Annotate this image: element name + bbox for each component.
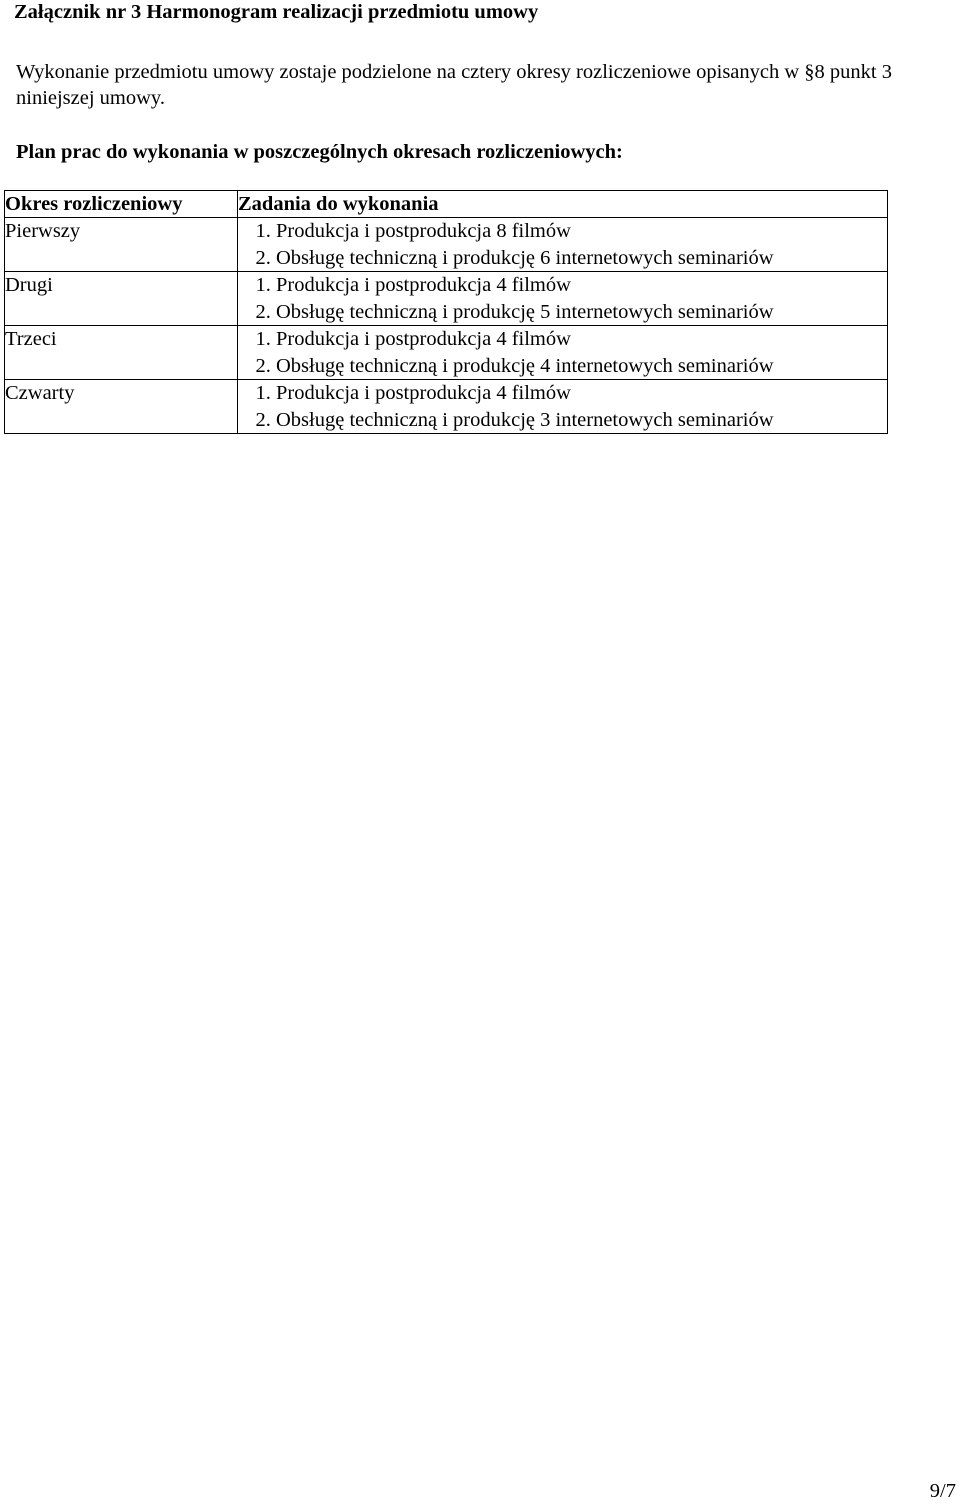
page-number: 9/7 — [929, 1480, 956, 1502]
task-list — [238, 272, 887, 325]
task-item: 2. Obsługę techniczną i produkcję 3 internetowych seminariów — [276, 407, 887, 434]
intro-paragraph: Wykonanie przedmiotu umowy zostaje podzielone na cztery okresy rozliczeniowe opisanych w §8 punkt 3 niniejszej umowy. — [16, 61, 893, 109]
table-row — [5, 218, 888, 272]
period-cell: Pierwszy — [5, 218, 238, 272]
task-item: 2. Obsługę techniczną i produkcję 4 internetowych seminariów — [276, 353, 887, 380]
period-cell: Trzeci — [5, 326, 238, 380]
table-row — [5, 272, 888, 326]
header-tasks: Zadania do wykonania — [238, 191, 888, 218]
document-heading: Załącznik nr 3 Harmonogram realizacji przedmiotu umowy — [14, 1, 539, 23]
task-item: 2. Obsługę techniczną i produkcję 6 internetowych seminariów — [276, 245, 887, 272]
task-item: 1. Produkcja i postprodukcja 4 filmów — [276, 272, 887, 299]
table-row — [5, 326, 888, 380]
task-item: 2. Obsługę techniczną i produkcję 5 internetowych seminariów — [276, 299, 887, 326]
task-list — [238, 380, 887, 433]
task-item: 1. Produkcja i postprodukcja 8 filmów — [276, 218, 887, 245]
tasks-cell — [238, 272, 888, 326]
task-list — [238, 326, 887, 379]
period-cell: Czwarty — [5, 380, 238, 434]
tasks-cell — [238, 326, 888, 380]
task-item: 1. Produkcja i postprodukcja 4 filmów — [276, 326, 887, 353]
period-cell: Drugi — [5, 272, 238, 326]
task-list — [238, 218, 887, 271]
table-row — [5, 380, 888, 434]
table-header-row — [5, 191, 888, 218]
tasks-cell — [238, 218, 888, 272]
schedule-table — [4, 190, 888, 434]
header-period: Okres rozliczeniowy — [5, 191, 238, 218]
task-item: 1. Produkcja i postprodukcja 4 filmów — [276, 380, 887, 407]
tasks-cell — [238, 380, 888, 434]
plan-title: Plan prac do wykonania w poszczególnych okresach rozliczeniowych: — [16, 141, 623, 163]
